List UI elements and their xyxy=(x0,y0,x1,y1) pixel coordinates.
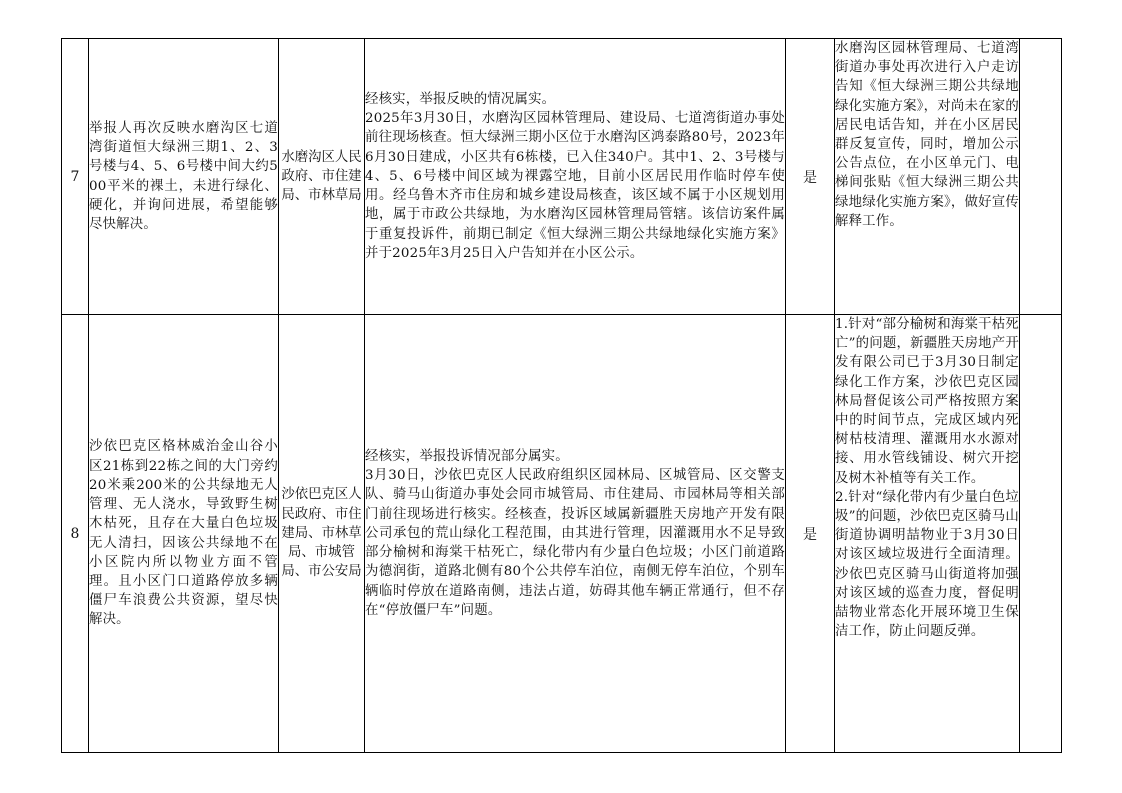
result-paragraph: 经核实，举报投诉情况部分属实。 xyxy=(365,449,569,465)
investigation-result xyxy=(365,39,786,315)
measure-paragraph: 1.针对“部分榆树和海棠干枯死亡”的问题，新疆胜天房地产开发有限公司已于3月30日制定绿化工作方案，沙依巴克区园林局督促该公司严格按照方案中的时间节点，完成区域内死树枯枝清理、灌溉用水水源对接、用水管线铺设、树穴开挖及树木补植等有关工作。 xyxy=(835,317,1019,486)
result-paragraph: 2025年3月30日，水磨沟区园林管理局、建设局、七道湾街道办事处前往现场核查。恒大绿洲三期小区位于水磨沟区鸿泰路80号，2023年6月30日建成，小区共有6栋楼，已入住340户。其中1、2、3号楼与4、5、6号楼中间区域为裸露空地，目前小区居民用作临时停车使用。经乌鲁木齐市住房和城乡建设局核查，该区域不属于小区规划用地，属于市政公共绿地，为水磨沟区园林管理局管辖。该信访案件属于重复投诉件，前期已制定《恒大绿洲三期公共绿地绿化实施方案》并于2025年3月25日入户告知并在小区公示。 xyxy=(365,111,785,261)
investigation-result xyxy=(365,315,786,753)
verified-flag: 是 xyxy=(786,315,835,753)
verified-flag: 是 xyxy=(786,39,835,315)
table-row xyxy=(62,315,1062,753)
row-number: 7 xyxy=(62,39,89,315)
remarks-cell xyxy=(1020,39,1062,315)
measure-paragraph: 2.针对“绿化带内有少量白色垃圾”的问题，沙依巴克区骑马山街道协调明喆物业于3月30日对该区域垃圾进行全面清理。沙依巴克区骑马山街道将加强对该区域的巡查力度，督促明喆物业常态化开展环境卫生保洁工作，防止问题反弹。 xyxy=(835,489,1019,640)
remarks-cell xyxy=(1020,315,1062,753)
measure-paragraph: 水磨沟区园林管理局、七道湾街道办事处再次进行入户走访告知《恒大绿洲三期公共绿地绿化实施方案》，对尚未在家的居民电话告知，并在小区居民群反复宣传，同时，增加公示公告点位，在小区单元门、电梯间张贴《恒大绿洲三期公共绿地绿化实施方案》，做好宣传解释工作。 xyxy=(835,41,1019,229)
case-table xyxy=(61,38,1062,753)
result-paragraph: 经核实，举报反映的情况属实。 xyxy=(365,92,556,108)
handling-measures xyxy=(835,39,1020,315)
result-paragraph: 3月30日，沙依巴克区人民政府组织区园林局、区城管局、区交警支队、骑马山街道办事处会同市城管局、市住建局、市园林局等相关部门前往现场进行核实。经核查，投诉区域属新疆胜天房地产开发有限公司承包的荒山绿化工程范围，由其进行管理，因灌溉用水不足导致部分榆树和海棠干枯死亡，绿化带内有少量白色垃圾；小区门前道路为德润街，道路北侧有80个公共停车泊位，南侧无停车泊位，个别车辆临时停放在道路南侧，违法占道，妨碍其他车辆正常通行，但不存在“停放僵尸车”问题。 xyxy=(365,468,785,618)
complaint-content: 沙依巴克区格林威治金山谷小区21栋到22栋之间的大门旁约20米乘200米的公共绿地无人管理、无人浇水，导致野生树木枯死，且存在大量白色垃圾无人清扫，因该公共绿地不在小区院内所以物业方面不管理。且小区门口道路停放多辆僵尸车浪费公共资源，望尽快解决。 xyxy=(89,315,279,753)
complaint-content: 举报人再次反映水磨沟区七道湾街道恒大绿洲三期1、2、3号楼与4、5、6号楼中间大约500平米的裸土，未进行绿化、硬化，并询问进展，希望能够尽快解决。 xyxy=(89,39,279,315)
handling-measures xyxy=(835,315,1020,753)
table-row xyxy=(62,39,1062,315)
row-number: 8 xyxy=(62,315,89,753)
responsible-unit: 沙依巴克区人民政府、市住建局、市林草局、市城管局、市公安局 xyxy=(279,315,365,753)
responsible-unit: 水磨沟区人民政府、市住建局、市林草局 xyxy=(279,39,365,315)
